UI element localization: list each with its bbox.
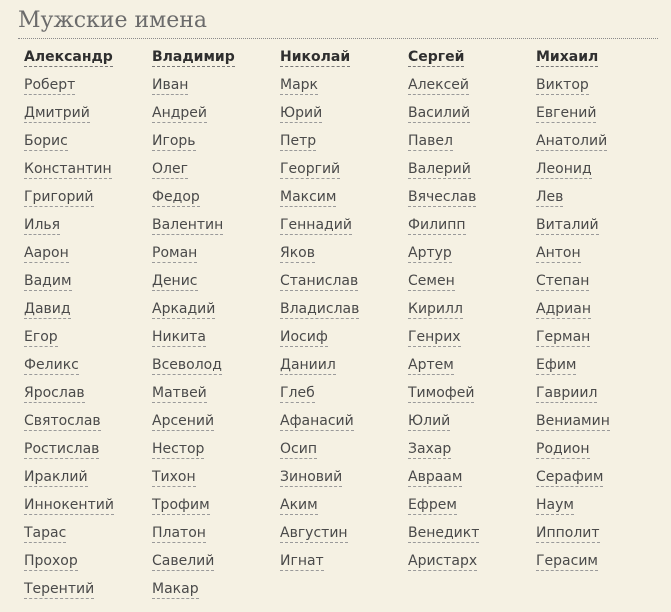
- name-link[interactable]: Афанасий: [280, 413, 354, 429]
- name-link[interactable]: Аким: [280, 497, 318, 513]
- name-link[interactable]: Евгений: [536, 105, 597, 121]
- name-cell: [24, 184, 152, 212]
- name-cell: [152, 520, 280, 548]
- name-link[interactable]: Савелий: [152, 553, 215, 569]
- name-cell: [280, 380, 408, 408]
- name-link[interactable]: Роман: [152, 245, 198, 261]
- name-link[interactable]: Артур: [408, 245, 452, 261]
- name-link[interactable]: Петр: [280, 133, 317, 149]
- names-column: [536, 44, 664, 604]
- name-cell: [24, 380, 152, 408]
- name-link[interactable]: Филипп: [408, 217, 466, 233]
- name-cell: [536, 44, 664, 72]
- name-link[interactable]: Ярослав: [24, 385, 85, 401]
- name-cell: [408, 436, 536, 464]
- name-link[interactable]: Макар: [152, 581, 199, 597]
- name-cell: [408, 464, 536, 492]
- name-cell: [152, 324, 280, 352]
- name-cell: [280, 520, 408, 548]
- name-cell: [280, 408, 408, 436]
- name-link[interactable]: Ипполит: [536, 525, 600, 541]
- name-cell: [280, 184, 408, 212]
- name-link[interactable]: Дмитрий: [24, 105, 90, 121]
- name-cell: [24, 492, 152, 520]
- name-cell: [24, 464, 152, 492]
- name-cell: [536, 408, 664, 436]
- name-link[interactable]: Денис: [152, 273, 198, 289]
- name-cell: [536, 520, 664, 548]
- name-cell: [408, 184, 536, 212]
- name-link[interactable]: Авраам: [408, 469, 463, 485]
- name-link[interactable]: Вячеслав: [408, 189, 477, 205]
- name-link[interactable]: Аристарх: [408, 553, 478, 569]
- name-link[interactable]: Герман: [536, 329, 591, 345]
- name-cell: [536, 352, 664, 380]
- name-link[interactable]: Прохор: [24, 553, 78, 569]
- name-link[interactable]: Андрей: [152, 105, 208, 121]
- name-cell: [408, 352, 536, 380]
- name-cell: [152, 436, 280, 464]
- name-link[interactable]: Роберт: [24, 77, 76, 93]
- name-cell: [24, 44, 152, 72]
- name-link[interactable]: Виталий: [536, 217, 599, 233]
- name-link-popular[interactable]: Сергей: [408, 49, 465, 65]
- name-link[interactable]: Наум: [536, 497, 574, 513]
- name-link[interactable]: Станислав: [280, 273, 359, 289]
- name-link[interactable]: Ростислав: [24, 441, 100, 457]
- name-cell: [24, 72, 152, 100]
- name-link[interactable]: Леонид: [536, 161, 592, 177]
- name-cell: [408, 156, 536, 184]
- name-link[interactable]: Зиновий: [280, 469, 343, 485]
- name-cell: [408, 408, 536, 436]
- names-grid: [24, 44, 664, 604]
- name-cell: [152, 352, 280, 380]
- name-link[interactable]: Антон: [536, 245, 581, 261]
- name-cell: [536, 548, 664, 576]
- name-link[interactable]: Тихон: [152, 469, 196, 485]
- name-cell: [408, 100, 536, 128]
- name-link[interactable]: Глеб: [280, 385, 315, 401]
- name-link[interactable]: Илья: [24, 217, 61, 233]
- name-link[interactable]: Игорь: [152, 133, 196, 149]
- name-link[interactable]: Яков: [280, 245, 315, 261]
- name-cell: [24, 156, 152, 184]
- name-link[interactable]: Григорий: [24, 189, 94, 205]
- name-cell: [408, 128, 536, 156]
- name-link-popular[interactable]: Михаил: [536, 49, 599, 65]
- name-link[interactable]: Гавриил: [536, 385, 598, 401]
- name-cell: [24, 100, 152, 128]
- name-link[interactable]: Валерий: [408, 161, 471, 177]
- name-cell: [152, 268, 280, 296]
- name-cell: [152, 548, 280, 576]
- name-cell: [152, 44, 280, 72]
- name-link[interactable]: Лев: [536, 189, 564, 205]
- name-link[interactable]: Венедикт: [408, 525, 480, 541]
- name-cell: [408, 44, 536, 72]
- name-cell: [536, 296, 664, 324]
- name-cell: [280, 464, 408, 492]
- name-cell: [536, 436, 664, 464]
- name-cell: [24, 128, 152, 156]
- name-link[interactable]: Трофим: [152, 497, 210, 513]
- name-link[interactable]: Августин: [280, 525, 348, 541]
- name-link[interactable]: Юлий: [408, 413, 451, 429]
- name-link[interactable]: Платон: [152, 525, 206, 541]
- names-column: [280, 44, 408, 604]
- name-cell: [24, 212, 152, 240]
- name-cell: [152, 156, 280, 184]
- name-link[interactable]: Нестор: [152, 441, 205, 457]
- name-link[interactable]: Терентий: [24, 581, 95, 597]
- name-link[interactable]: Тарас: [24, 525, 67, 541]
- name-cell: [408, 548, 536, 576]
- name-cell: [24, 352, 152, 380]
- name-link[interactable]: Геннадий: [280, 217, 352, 233]
- name-cell: [536, 156, 664, 184]
- name-cell: [408, 380, 536, 408]
- name-link[interactable]: Адриан: [536, 301, 591, 317]
- name-link[interactable]: Владислав: [280, 301, 360, 317]
- name-cell: [152, 184, 280, 212]
- name-cell: [536, 380, 664, 408]
- name-cell: [536, 268, 664, 296]
- name-link[interactable]: Святослав: [24, 413, 101, 429]
- name-cell: [536, 464, 664, 492]
- name-cell: [280, 296, 408, 324]
- name-cell: [24, 296, 152, 324]
- name-cell: [408, 296, 536, 324]
- name-link-popular[interactable]: Николай: [280, 49, 351, 65]
- name-cell: [280, 72, 408, 100]
- name-cell: [536, 184, 664, 212]
- name-link[interactable]: Марк: [280, 77, 319, 93]
- name-link[interactable]: Максим: [280, 189, 337, 205]
- name-link[interactable]: Захар: [408, 441, 452, 457]
- name-cell: [24, 240, 152, 268]
- page-title: Мужские имена: [18, 8, 208, 33]
- name-link[interactable]: Егор: [24, 329, 58, 345]
- name-cell: [536, 128, 664, 156]
- name-link[interactable]: Иосиф: [280, 329, 328, 345]
- names-column: [152, 44, 280, 604]
- name-cell: [280, 156, 408, 184]
- name-link[interactable]: Константин: [24, 161, 112, 177]
- name-cell: [536, 72, 664, 100]
- name-link[interactable]: Степан: [536, 273, 590, 289]
- name-cell: [280, 212, 408, 240]
- name-link[interactable]: Семен: [408, 273, 455, 289]
- name-link[interactable]: Олег: [152, 161, 188, 177]
- name-link[interactable]: Валентин: [152, 217, 224, 233]
- name-cell: [280, 352, 408, 380]
- name-cell: [152, 464, 280, 492]
- name-link[interactable]: Игнат: [280, 553, 324, 569]
- name-link[interactable]: Ефрем: [408, 497, 457, 513]
- name-link[interactable]: Аркадий: [152, 301, 216, 317]
- name-link[interactable]: Иннокентий: [24, 497, 114, 513]
- name-link[interactable]: Осип: [280, 441, 317, 457]
- name-cell: [280, 548, 408, 576]
- name-link-popular[interactable]: Владимир: [152, 49, 235, 65]
- name-cell: [408, 520, 536, 548]
- name-link[interactable]: Иван: [152, 77, 189, 93]
- name-cell: [152, 72, 280, 100]
- name-cell: [24, 548, 152, 576]
- name-cell: [24, 324, 152, 352]
- name-link[interactable]: Феликс: [24, 357, 79, 373]
- name-link[interactable]: Артем: [408, 357, 454, 373]
- name-cell: [24, 436, 152, 464]
- name-link[interactable]: Родион: [536, 441, 590, 457]
- name-link[interactable]: Даниил: [280, 357, 336, 373]
- name-link[interactable]: Федор: [152, 189, 200, 205]
- names-column: [24, 44, 152, 604]
- name-link[interactable]: Арсений: [152, 413, 215, 429]
- name-link[interactable]: Анатолий: [536, 133, 608, 149]
- name-cell: [408, 212, 536, 240]
- name-link[interactable]: Тимофей: [408, 385, 475, 401]
- name-link[interactable]: Ефим: [536, 357, 577, 373]
- name-link[interactable]: Аарон: [24, 245, 69, 261]
- name-link[interactable]: Юрий: [280, 105, 323, 121]
- name-link[interactable]: Герасим: [536, 553, 598, 569]
- name-link[interactable]: Генрих: [408, 329, 461, 345]
- name-link[interactable]: Ираклий: [24, 469, 88, 485]
- name-link[interactable]: Георгий: [280, 161, 341, 177]
- name-cell: [152, 492, 280, 520]
- name-cell: [280, 240, 408, 268]
- name-link[interactable]: Никита: [152, 329, 206, 345]
- name-cell: [280, 492, 408, 520]
- name-cell: [24, 576, 152, 604]
- name-cell: [24, 268, 152, 296]
- name-link[interactable]: Матвей: [152, 385, 207, 401]
- name-link[interactable]: Вадим: [24, 273, 72, 289]
- name-link[interactable]: Павел: [408, 133, 453, 149]
- name-link[interactable]: Всеволод: [152, 357, 222, 373]
- name-cell: [536, 212, 664, 240]
- name-cell: [536, 100, 664, 128]
- name-cell: [536, 324, 664, 352]
- name-link[interactable]: Виктор: [536, 77, 589, 93]
- name-cell: [152, 128, 280, 156]
- name-cell: [536, 240, 664, 268]
- name-cell: [280, 100, 408, 128]
- name-cell: [152, 100, 280, 128]
- name-cell: [152, 380, 280, 408]
- name-link[interactable]: Давид: [24, 301, 71, 317]
- name-cell: [152, 240, 280, 268]
- name-link[interactable]: Серафим: [536, 469, 604, 485]
- name-cell: [280, 436, 408, 464]
- name-cell: [408, 268, 536, 296]
- name-cell: [152, 576, 280, 604]
- name-link[interactable]: Кирилл: [408, 301, 463, 317]
- name-cell: [536, 492, 664, 520]
- name-cell: [408, 492, 536, 520]
- name-cell: [152, 408, 280, 436]
- name-cell: [408, 324, 536, 352]
- name-cell: [152, 212, 280, 240]
- name-cell: [280, 268, 408, 296]
- names-column: [408, 44, 536, 604]
- name-link[interactable]: Алексей: [408, 77, 470, 93]
- name-cell: [280, 128, 408, 156]
- name-cell: [280, 324, 408, 352]
- title-divider: [18, 38, 658, 39]
- name-link[interactable]: Василий: [408, 105, 471, 121]
- name-cell: [24, 520, 152, 548]
- name-link[interactable]: Борис: [24, 133, 68, 149]
- name-cell: [280, 44, 408, 72]
- name-cell: [408, 240, 536, 268]
- name-link-popular[interactable]: Александр: [24, 49, 113, 65]
- name-cell: [408, 72, 536, 100]
- name-cell: [24, 408, 152, 436]
- name-cell: [152, 296, 280, 324]
- name-link[interactable]: Вениамин: [536, 413, 610, 429]
